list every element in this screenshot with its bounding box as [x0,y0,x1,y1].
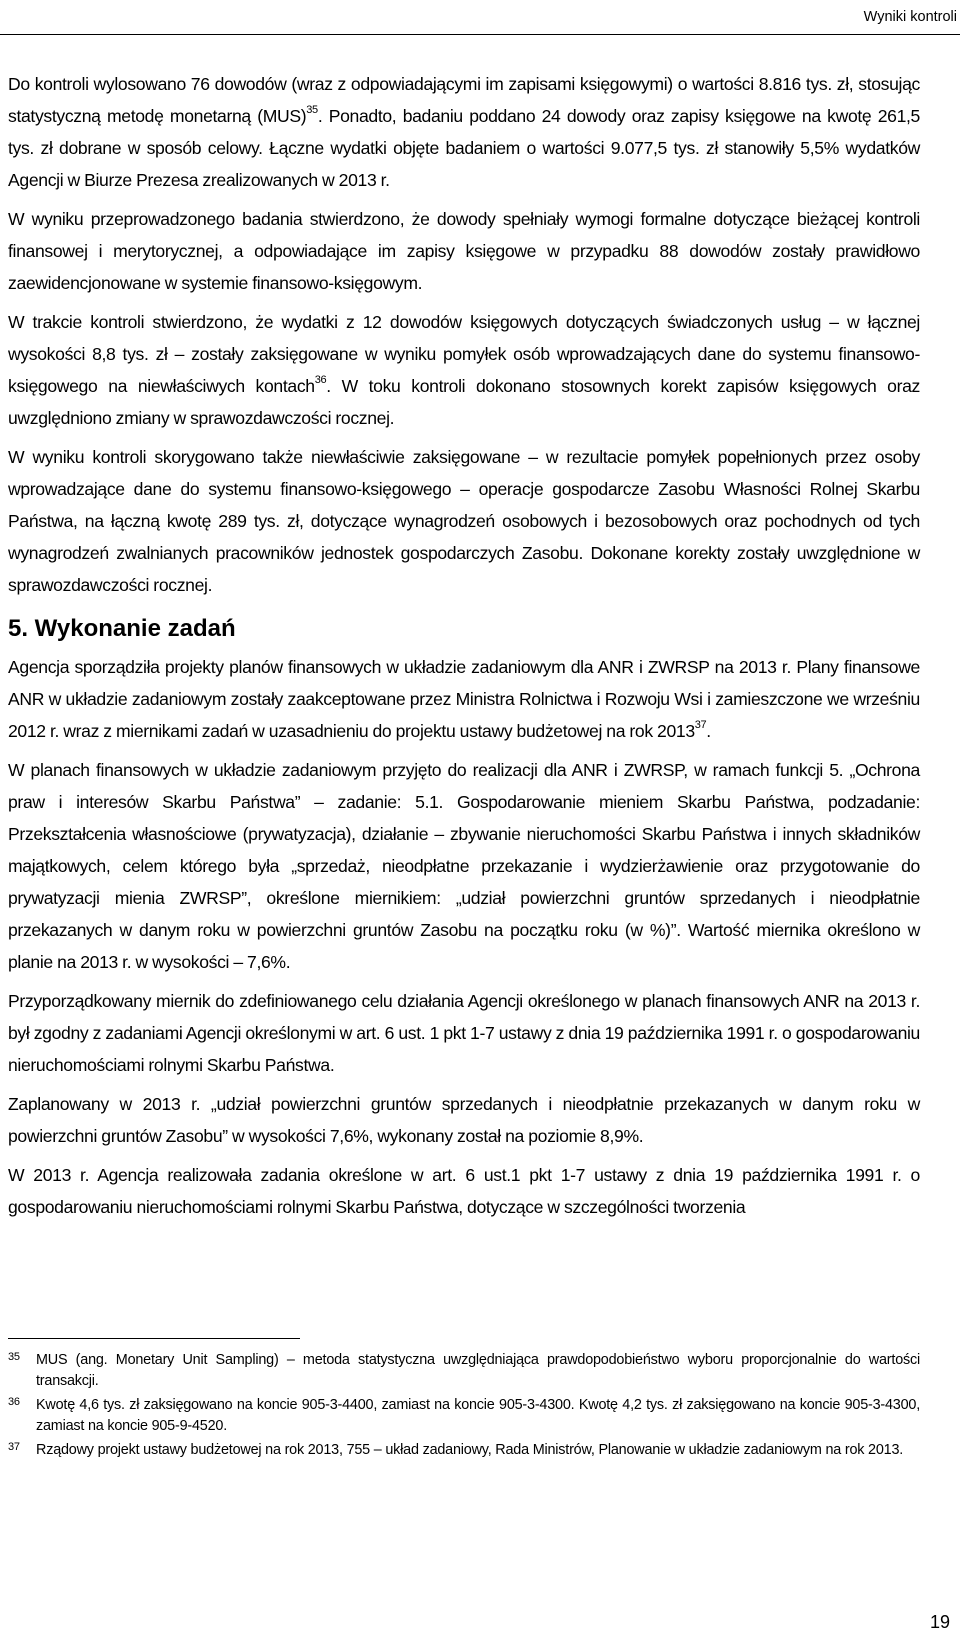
paragraph-text: Do kontroli wylosowano 76 dowodów (wraz z odpowiadającymi im zapisami księgowymi) o wartości 8.816 tys. zł, stosując statystyczną metodę monetarną (MUS) [8,74,920,126]
paragraph [8,754,920,978]
footnote-text: MUS (ang. Monetary Unit Sampling) – metoda statystyczna uwzględniająca prawdopodobieństwo wyboru proporcjonalnie do wartości transakcji. [36,1352,920,1389]
main-content [8,68,920,1223]
paragraph-text: W 2013 r. Agencja realizowała zadania określone w art. 6 ust.1 pkt 1-7 ustawy z dnia 19 października 1991 r. o gospodarowaniu nieruchomościami rolnymi Skarbu Państwa, dotyczące w szczególności tworzenia [8,1165,920,1217]
paragraph-text: W planach finansowych w układzie zadaniowym przyjęto do realizacji dla ANR i ZWRSP, w ramach funkcji 5. „Ochrona praw i interesów Skarbu Państwa” – zadanie: 5.1. Gospodarowanie mieniem Skarbu Państwa, podzadanie: Przekształcenia własnościowe (prywatyzacja), działanie – zbywanie nieruchomości Skarbu Państwa i innych składników majątkowych, celem którego była „sprzedaż, nieodpłatne przekazanie i wydzierżawienie oraz przygotowanie do prywatyzacji mienia ZWRSP”, określone miernikiem: „udział powierzchni gruntów sprzedanych i nieodpłatnie przekazanych w danym roku w powierzchni gruntów Zasobu na początku roku (w %)”. Wartość miernika określono w planie na 2013 r. w wysokości – 7,6%. [8,760,920,972]
paragraph-text: . W toku kontroli dokonano stosownych korekt zapisów księgowych oraz uwzględniono zmiany w sprawozdawczości rocznej. [8,376,920,428]
paragraph [8,441,920,601]
footnote-number: 36 [8,1396,20,1409]
footnote-reference[interactable]: 36 [314,374,327,387]
paragraph [8,985,920,1081]
footnotes [8,1350,920,1465]
running-header-title: Wyniki kontroli [863,9,957,25]
footnote [8,1440,920,1461]
footnote-reference[interactable]: 35 [306,104,318,117]
paragraph [8,1088,920,1152]
section-paragraph-group [8,651,920,1223]
paragraph-text: W trakcie kontroli stwierdzono, że wydatki z 12 dowodów księgowych dotyczących świadczonych usług – w łącznej wysokości 8,8 tys. zł – zostały zaksięgowane w wyniku pomyłek osób wprowadzających dane do systemu finansowo-księgowego na niewłaściwych kontach [8,312,920,396]
paragraph-text: W wyniku kontroli skorygowano także niewłaściwie zaksięgowane – w rezultacie pomyłek popełnionych przez osoby wprowadzające dane do systemu finansowo-księgowego – operacje gospodarcze Zasobu Własności Rolnej Skarbu Państwa, na łączną kwotę 289 tys. zł, dotyczące wynagrodzeń osobowych i bezosobowych oraz pochodnych od tych wynagrodzeń zwalnianych pracowników jednostek gospodarczych Zasobu. Dokonane korekty zostały uwzględnione w sprawozdawczości rocznej. [8,447,920,595]
section-heading: 5. Wykonanie zadań [8,615,236,642]
paragraph-text: W wyniku przeprowadzonego badania stwierdzono, że dowody spełniały wymogi formalne dotyczące bieżącej kontroli finansowej i merytorycznej, a odpowiadające im zapisy księgowe w przypadku 88 dowodów zostały prawidłowo zaewidencjonowane w systemie finansowo-księgowym. [8,209,920,293]
paragraph [8,306,920,434]
paragraph-text: Agencja sporządziła projekty planów finansowych w układzie zadaniowym dla ANR i ZWRSP na 2013 r. Plany finansowe ANR w układzie zadaniowym zostały zaakceptowane przez Ministra Rolnictwa i Rozwoju Wsi i zamieszczone we wrześniu 2012 r. wraz z miernikami zadań w uzasadnieniu do projektu ustawy budżetowej na rok 2013 [8,657,920,741]
paragraph-group [8,68,920,601]
paragraph-text: Przyporządkowany miernik do zdefiniowanego celu działania Agencji określonego w planach finansowych ANR na 2013 r. był zgodny z zadaniami Agencji określonymi w art. 6 ust. 1 pkt 1-7 ustawy z dnia 19 października 1991 r. o gospodarowaniu nieruchomościami rolnymi Skarbu Państwa. [8,991,920,1075]
footnote-text: Kwotę 4,6 tys. zł zaksięgowano na koncie 905-3-4400, zamiast na koncie 905-3-4300. Kwotę 4,2 tys. zł zaksięgowano na koncie 905-3-4300, zamiast na koncie 905-9-4520. [36,1397,920,1434]
paragraph [8,1159,920,1223]
running-header [0,9,960,35]
paragraph-text: Zaplanowany w 2013 r. „udział powierzchni gruntów sprzedanych i nieodpłatnie przekazanych w danym roku w powierzchni gruntów Zasobu” w wysokości 7,6%, wykonany został na poziomie 8,9%. [8,1094,920,1146]
footnote-text: Rządowy projekt ustawy budżetowej na rok 2013, 755 – układ zadaniowy, Rada Ministrów, Planowanie w układzie zadaniowym na rok 2013. [36,1442,904,1459]
paragraph [8,68,920,196]
footnote-separator [8,1338,300,1339]
paragraph-text: . [706,721,711,741]
paragraph [8,203,920,299]
footnote-reference[interactable]: 37 [694,719,707,732]
footnote [8,1395,920,1436]
paragraph-text: . Ponadto, badaniu poddano 24 dowody oraz zapisy księgowe na kwotę 261,5 tys. zł dobrane w sposób celowy. Łączne wydatki objęte badaniem o wartości 9.077,5 tys. zł stanowiły 5,5% wydatków Agencji w Biurze Prezesa zrealizowanych w 2013 r. [8,106,920,190]
paragraph [8,651,920,747]
footnote-number: 37 [8,1441,20,1454]
footnote-number: 35 [8,1351,20,1363]
page-number: 19 [929,1612,950,1632]
footnote [8,1350,920,1391]
